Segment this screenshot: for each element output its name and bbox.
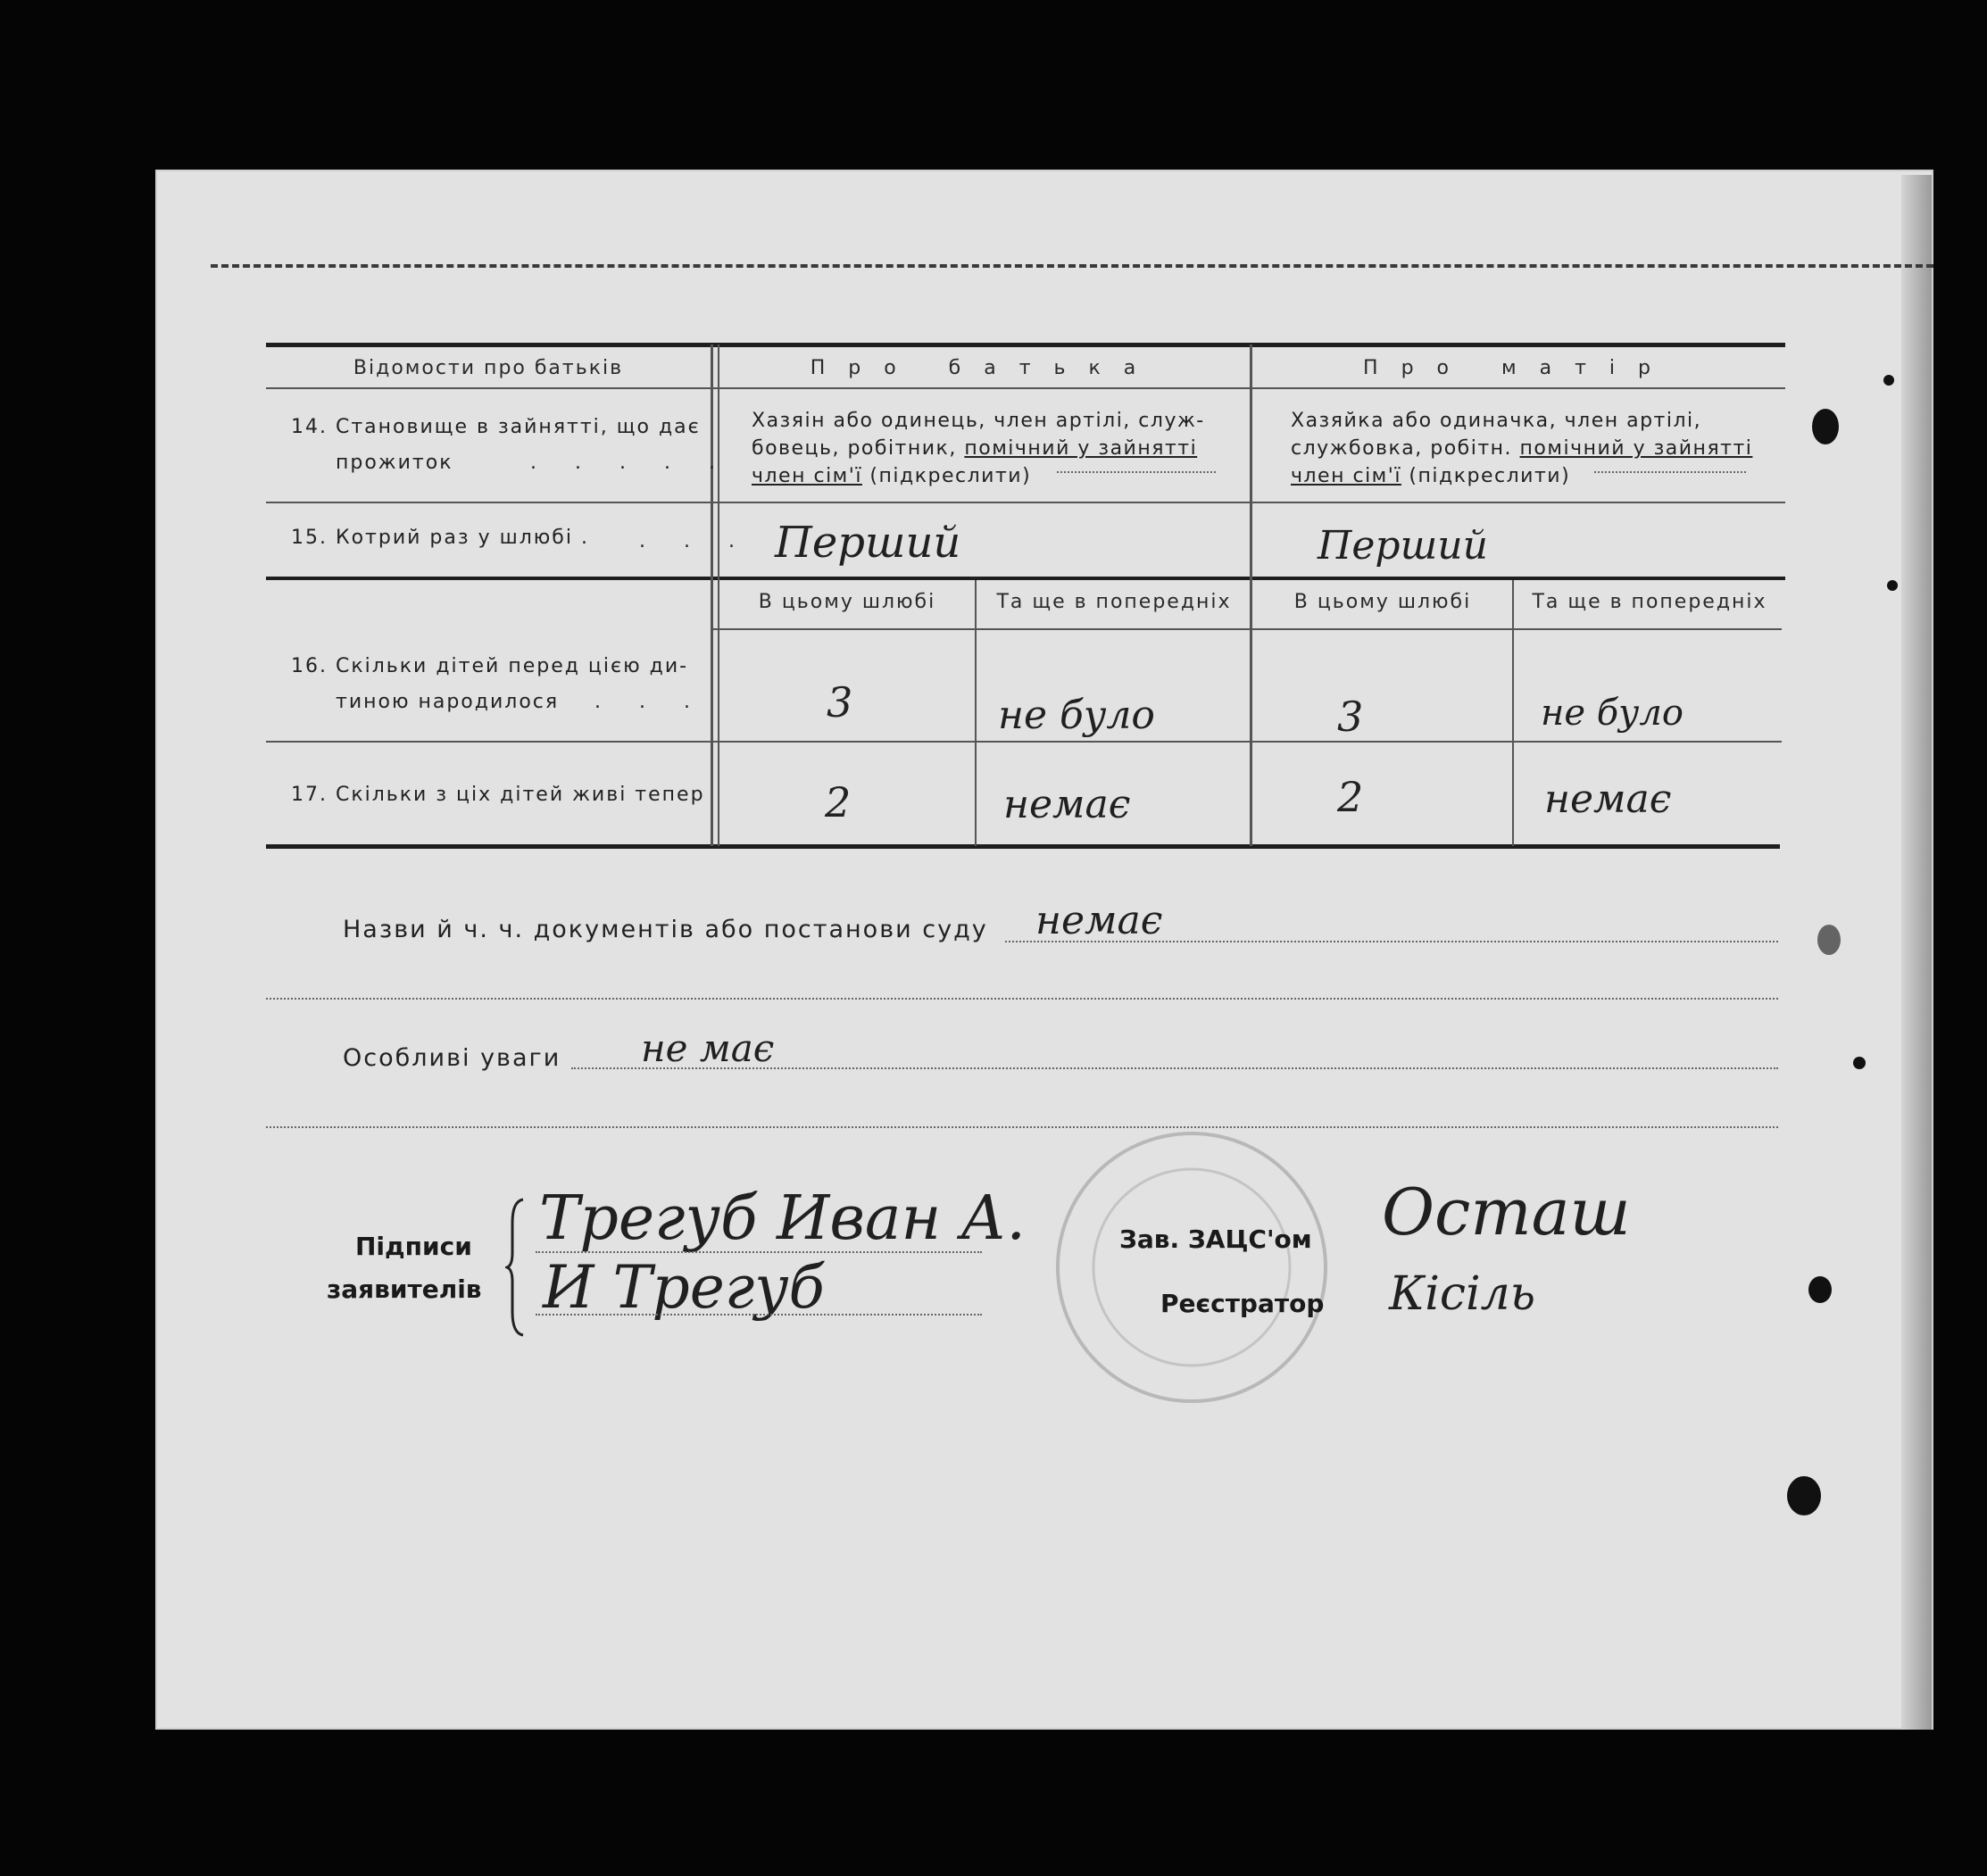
- row14-mother-line2b: помічний у зайнятті: [1519, 437, 1753, 460]
- registrar-label: Реєстратор: [1160, 1289, 1325, 1318]
- punch-hole: [1883, 375, 1894, 386]
- row14-mother-text: [1291, 407, 1755, 490]
- row14-mother-line3: [1291, 462, 1755, 490]
- row16-father-prev: не було: [998, 693, 1155, 738]
- row14-mother-line2a: службовка, робітн.: [1291, 437, 1520, 460]
- children-header-rule: [712, 628, 1782, 630]
- brace-path: [507, 1199, 523, 1335]
- row16-mother-prev: не було: [1541, 693, 1684, 734]
- applicant2-line: [536, 1314, 982, 1316]
- official-stamp-icon: [1044, 1125, 1339, 1410]
- row14-mother-line2: [1291, 435, 1755, 462]
- col-divider-mid: [1250, 344, 1252, 846]
- row17-label: 17. Скільки з ціх дітей живі тепер: [291, 784, 705, 806]
- notes-fill: [571, 1067, 1778, 1069]
- row14-father-line2b: помічний у зайнятті: [964, 437, 1198, 460]
- punch-hole: [1817, 925, 1841, 955]
- row14-father-text: [752, 407, 1216, 490]
- row14-label-2: прожиток: [336, 452, 453, 474]
- signatures-label-2: заявителів: [327, 1274, 482, 1304]
- header-rule: [266, 387, 1785, 389]
- documents-value: немає: [1035, 898, 1163, 943]
- punch-hole: [1808, 1276, 1832, 1303]
- table-bottom-rule: [266, 844, 1780, 849]
- row16-label-2: тиною народилося: [336, 691, 560, 713]
- header-left: Відомости про батьків: [353, 357, 624, 379]
- col-divider-left: [711, 344, 713, 846]
- row15-rule: [266, 577, 1785, 580]
- row14-label-dots: . . . . .: [530, 452, 731, 474]
- row16-mother-this: 3: [1337, 693, 1364, 741]
- stamp-outer-ring: [1058, 1133, 1326, 1401]
- table-top-rule: [266, 343, 1785, 347]
- row15-father-value: Перший: [775, 518, 961, 568]
- row14-label: 14. Становище в зайнятті, що дає: [291, 416, 701, 438]
- row15-mother-value: Перший: [1318, 523, 1488, 569]
- father-previous-header: Та ще в попередніх: [996, 591, 1232, 613]
- row14-mother-line3a: член сім'ї: [1291, 465, 1401, 487]
- head-label: Зав. ЗАЦС'ом: [1119, 1224, 1312, 1254]
- header-mother: Про матір: [1363, 357, 1674, 379]
- punch-hole: [1812, 409, 1839, 444]
- row16-label: 16. Скільки дітей перед цією ди-: [291, 655, 689, 677]
- row16-rule: [266, 741, 1782, 743]
- notes-label: Особливі уваги: [343, 1044, 561, 1072]
- row15-label: 15. Котрий раз у шлюбі .: [291, 527, 589, 549]
- registrar-signature: Кісіль: [1389, 1267, 1536, 1321]
- row14-rule: [266, 502, 1785, 503]
- punch-hole: [1853, 1057, 1866, 1069]
- sheet-edge: [1901, 175, 1932, 1730]
- row17-father-this: 2: [825, 778, 852, 826]
- head-signature: Осташ: [1382, 1175, 1631, 1249]
- documents-fill-2: [266, 998, 1778, 1000]
- col-divider-father: [975, 580, 977, 846]
- row17-father-prev: немає: [1003, 782, 1131, 827]
- documents-label: Назви й ч. ч. документів або постанови суду: [343, 916, 988, 943]
- applicant2-signature: И Трегуб: [543, 1253, 825, 1322]
- row17-mother-this: 2: [1337, 773, 1364, 821]
- perforation-line: [211, 264, 1933, 268]
- notes-value: не має: [641, 1026, 775, 1070]
- header-father: Про батька: [810, 357, 1160, 379]
- row14-mother-fill: [1594, 471, 1746, 473]
- mother-previous-header: Та ще в попередніх: [1532, 591, 1767, 613]
- row14-father-line3: [752, 462, 1216, 490]
- row17-mother-prev: немає: [1544, 776, 1672, 822]
- punch-hole: [1787, 1476, 1821, 1515]
- signatures-label: Підписи: [355, 1232, 472, 1261]
- document-sheet: [155, 170, 1933, 1730]
- row14-mother-line3b: (підкреслити): [1401, 465, 1571, 487]
- row14-father-line1: Хазяін або одинець, член артілі, служ-: [752, 410, 1205, 432]
- row14-father-line3a: член сім'ї: [752, 465, 862, 487]
- row15-label-dots: . . .: [639, 530, 751, 552]
- punch-hole: [1887, 580, 1898, 591]
- documents-fill: [1005, 941, 1778, 942]
- row16-label-dots: . . .: [594, 691, 706, 713]
- row14-father-line2: [752, 435, 1216, 462]
- father-this-marriage-header: В цьому шлюбі: [758, 591, 936, 613]
- signatures-brace-icon: [505, 1196, 527, 1339]
- notes-fill-2: [266, 1126, 1778, 1128]
- row16-father-this: 3: [827, 678, 853, 726]
- applicant1-signature: Трегуб Иван А.: [539, 1183, 1026, 1254]
- row14-father-line2a: бовець, робітник,: [752, 437, 965, 460]
- stamp-inner-ring: [1093, 1169, 1290, 1365]
- row14-mother-line1: Хазяйка або одиначка, член артілі,: [1291, 410, 1702, 432]
- row14-father-fill: [1057, 471, 1216, 473]
- col-divider-mother: [1512, 580, 1514, 846]
- mother-this-marriage-header: В цьому шлюбі: [1293, 591, 1472, 613]
- row14-father-line3b: (підкреслити): [861, 465, 1032, 487]
